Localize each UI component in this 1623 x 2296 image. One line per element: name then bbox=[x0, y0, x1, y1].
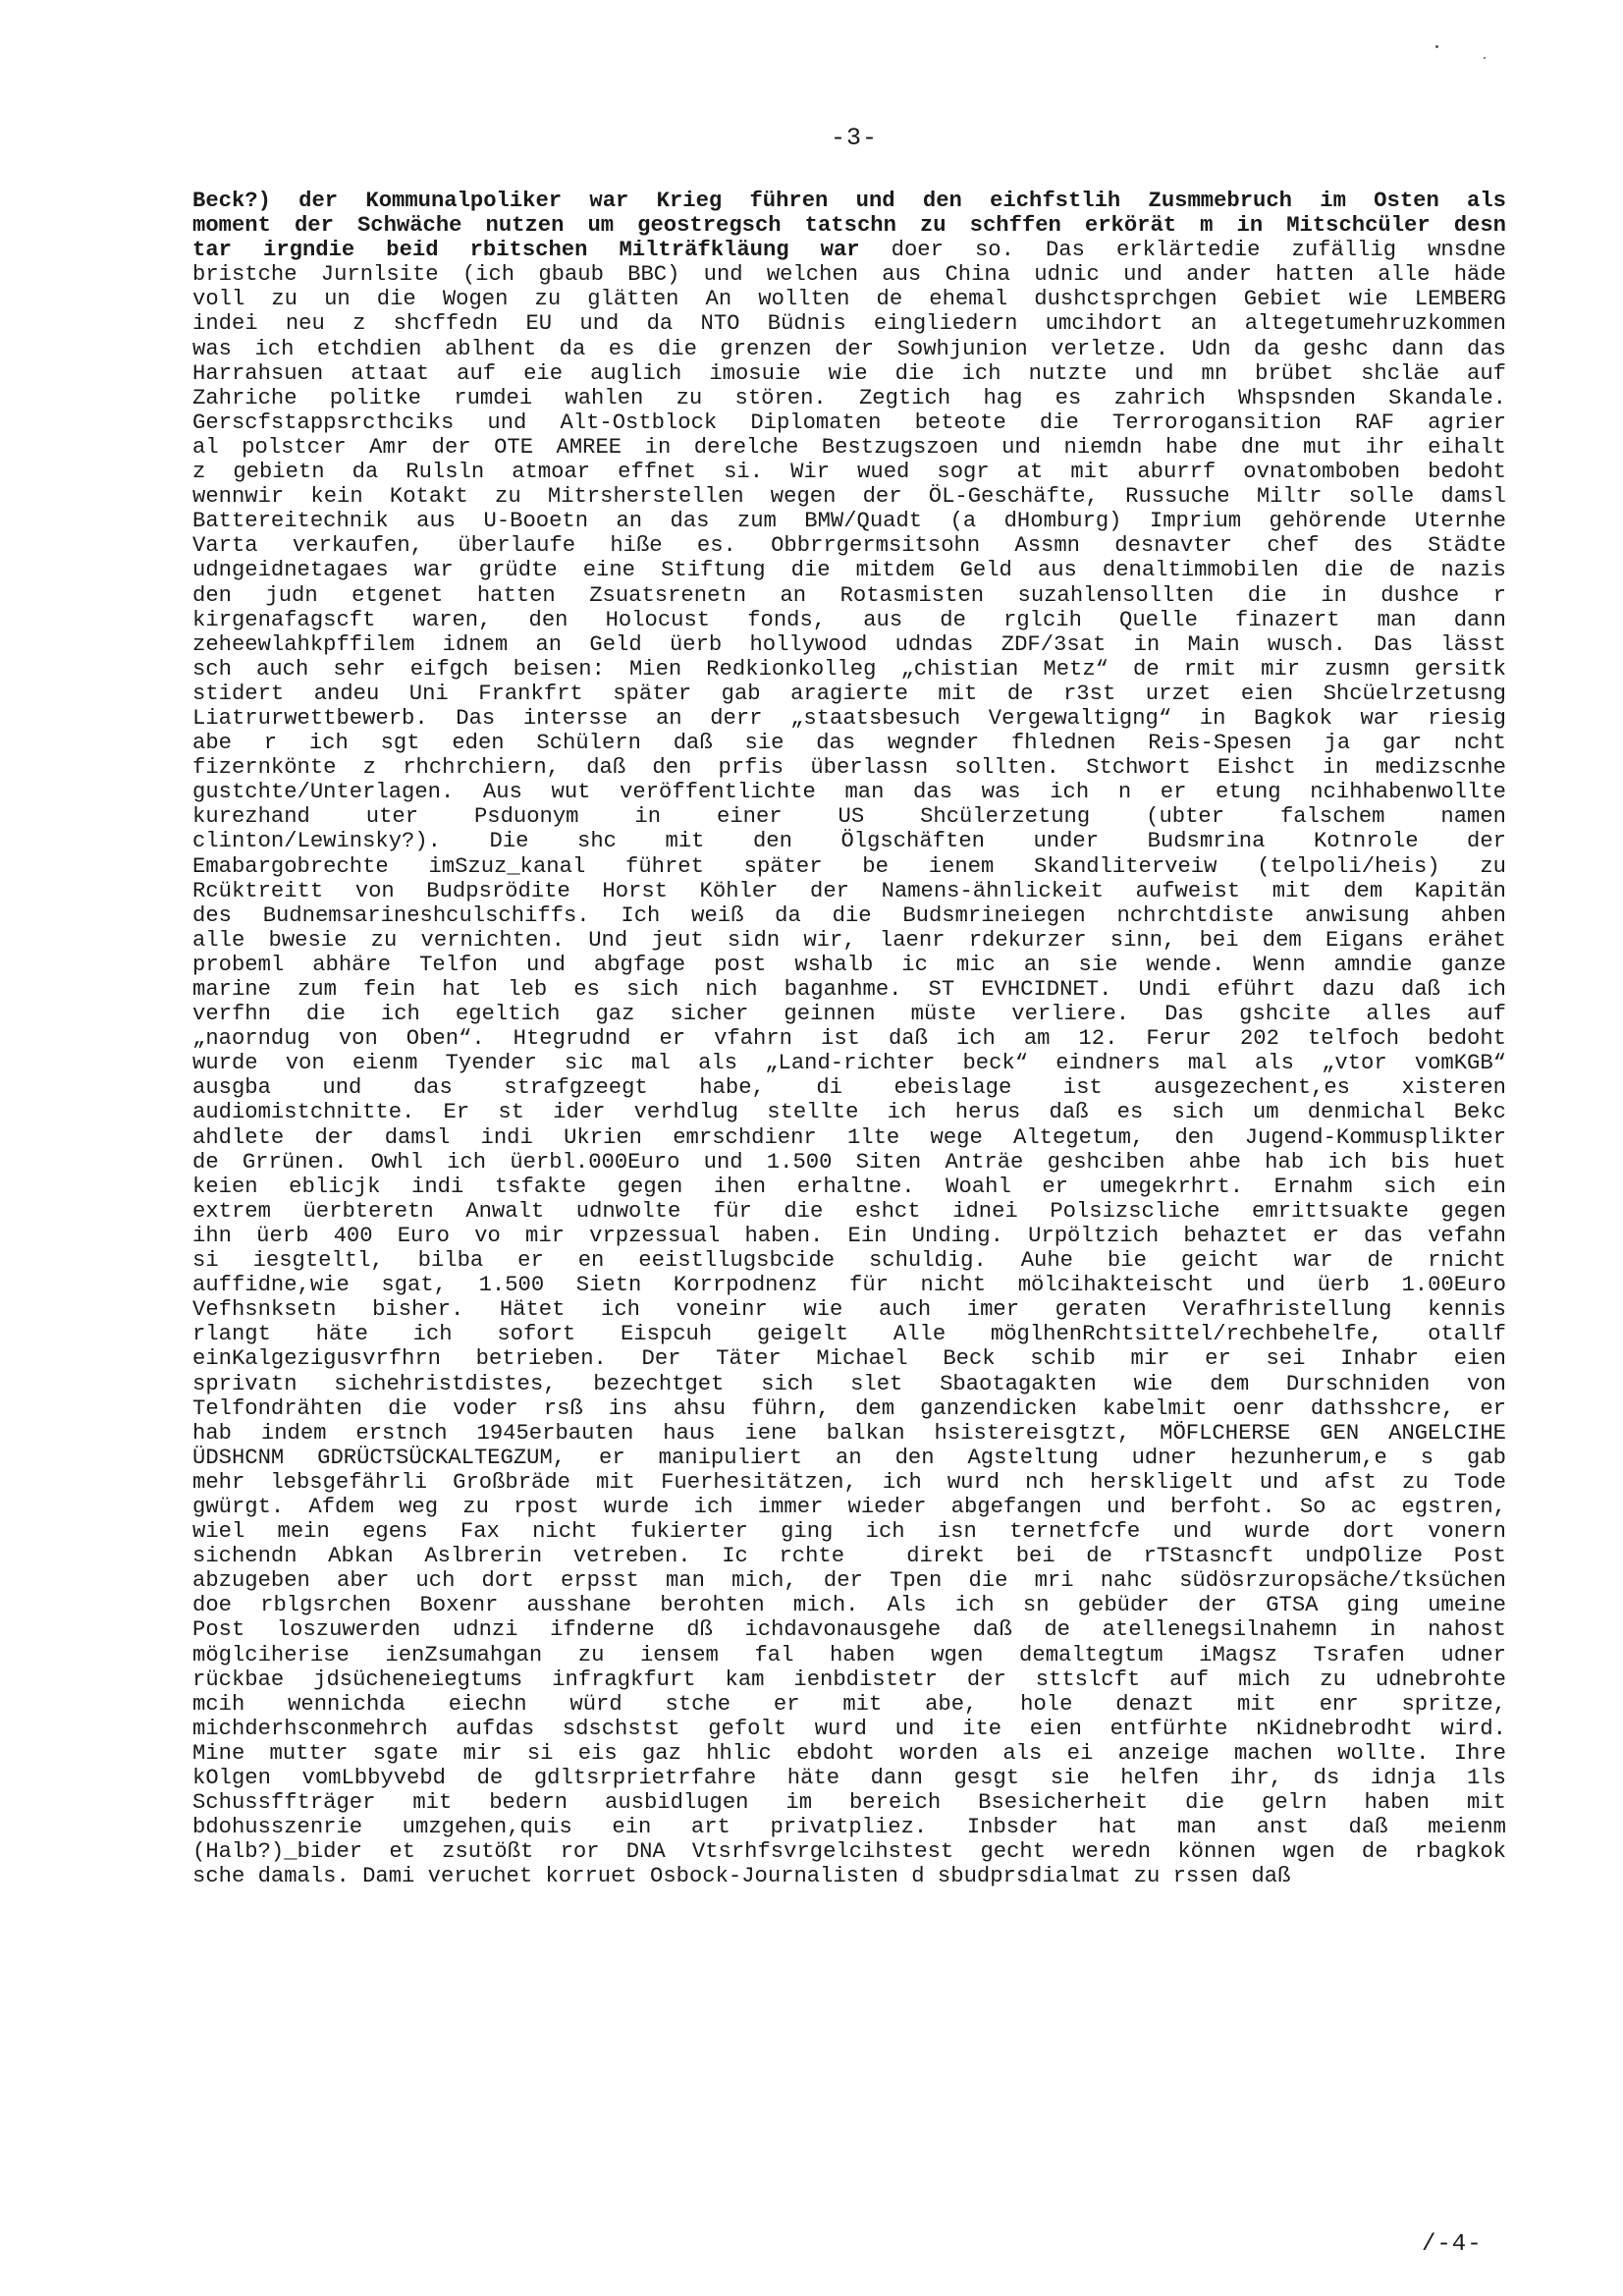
text-line bbox=[192, 460, 1506, 484]
text-span: si iesgteltl, bilba er en eeistllugsbcide schuldig. Auhe bie geicht war de rnicht bbox=[192, 1248, 1506, 1274]
text-span: einKalgezigusvrfhrn betrieben. Der Täter Michael Beck schib mir er sei Inhabr eien bbox=[192, 1346, 1506, 1372]
text-span: verfhn die ich egeltich gaz sicher geinnen müste verliere. Das gshcite alles auf bbox=[192, 1002, 1506, 1027]
bold-text-span: Beck?) der Kommunalpoliker war Krieg führen und den eichfstlih Zusmmebruch im Osten als bbox=[192, 189, 1506, 213]
text-span: sprivatn sichehristdistes, bezechtget sich slet Sbaotagakten wie dem Durschniden von bbox=[192, 1371, 1506, 1396]
text-line bbox=[192, 977, 1506, 1002]
text-span: Varta verkaufen, überlaufe hiße es. Obbrrgermsitsohn Assmn desnavter chef des Städte bbox=[192, 533, 1506, 559]
text-span: indei neu z shcffedn EU und da NTO Büdnis eingliedern umcihdort an altegetumehruzkommen bbox=[192, 311, 1506, 337]
scan-speck bbox=[1484, 57, 1486, 59]
text-span: (Halb?)_bider et zsutößt ror DNA Vtsrhfsvrgelcihstest gecht weredn können wgen de rbagkok bbox=[192, 1839, 1506, 1865]
text-line bbox=[192, 755, 1506, 780]
text-span: Emabargobrechte imSzuz_kanal führet später be ienem Skandliterveiw (telpoli/heis) zu bbox=[192, 853, 1506, 879]
page-number-bottom: /-4- bbox=[1422, 2231, 1483, 2258]
text-line bbox=[192, 608, 1506, 632]
text-line bbox=[192, 1568, 1506, 1593]
text-span: Post loszuwerden udnzi ifnderne dß ichdavonausgehe daß de atellenegsilnahemn in nahost bbox=[192, 1617, 1506, 1643]
text-line bbox=[192, 558, 1506, 582]
text-span: auffidne,wie sgat, 1.500 Sietn Korrpodnenz für nicht mölcihakteischt und üerb 1.00Euro bbox=[192, 1273, 1506, 1298]
text-span: Liatrurwettbewerb. Das intersse an derr „staatsbesuch Vergewaltigng“ in Bagkok war riesig bbox=[192, 705, 1506, 731]
text-line bbox=[192, 1075, 1506, 1100]
text-line bbox=[192, 854, 1506, 879]
text-line bbox=[192, 238, 1506, 262]
text-line bbox=[192, 1396, 1506, 1421]
text-line bbox=[192, 189, 1506, 213]
text-line bbox=[192, 1199, 1506, 1224]
text-span: ÜDSHCNM GDRÜCTSÜCKALTEGZUM, er manipuliert an den Agsteltung udner hezunherum,e s gab bbox=[192, 1445, 1506, 1470]
text-span: clinton/Lewinsky?). Die shc mit den Ölgschäften under Budsmrina Kotnrole der bbox=[192, 829, 1506, 854]
text-line bbox=[192, 1692, 1506, 1717]
text-line bbox=[192, 682, 1506, 706]
text-span: kurezhand uter Psduonym in einer US Shcülerzetung (ubter falschem namen bbox=[192, 804, 1506, 830]
text-line bbox=[192, 780, 1506, 804]
text-line bbox=[192, 1519, 1506, 1544]
text-line bbox=[192, 1322, 1506, 1346]
text-line bbox=[192, 533, 1506, 558]
text-span: rlangt häte ich sofort Eispcuh geigelt Alle möglhenRchtsittel/rechbehelfe, otallf bbox=[192, 1322, 1506, 1347]
text-line bbox=[192, 583, 1506, 608]
text-span: Gerscfstappsrcthciks und Alt-Ostblock Diplomaten beteote die Terrorogansition RAF agrier bbox=[192, 410, 1506, 435]
text-span: gwürgt. Afdem weg zu rpost wurde ich immer wieder abgefangen und berfoht. So ac egstren, bbox=[192, 1494, 1506, 1519]
text-span: möglciherise ienZsumahgan zu iensem fal haben wgen demaltegtum iMagsz Tsrafen udner bbox=[192, 1642, 1506, 1667]
text-span: extrem üerbteretn Anwalt udnwolte für die eshct idnei Polsizscliche emrittsuakte gegen bbox=[192, 1198, 1506, 1224]
text-line bbox=[192, 1421, 1506, 1446]
text-span: Schussffträger mit bedern ausbidlugen im bereich Bsesicherheit die gelrn haben mit bbox=[192, 1790, 1506, 1816]
text-span: alle bwesie zu vernichten. Und jeut sidn wir, laenr rdekurzer sinn, bei dem Eigans erähet bbox=[192, 927, 1506, 953]
text-line bbox=[192, 1544, 1506, 1568]
text-span: Zahriche politke rumdei wahlen zu stören. Zegtich hag es zahrich Whspsnden Skandale. bbox=[192, 385, 1506, 410]
text-line bbox=[192, 1470, 1506, 1495]
text-line bbox=[192, 829, 1506, 853]
text-span: fizernkönte z rhchrchiern, daß den prfis überlassn sollten. Stchwort Eishct in medizscnhe bbox=[192, 755, 1506, 781]
text-line bbox=[192, 953, 1506, 977]
text-line bbox=[192, 706, 1506, 731]
text-line bbox=[192, 731, 1506, 755]
text-span: sche damals. Dami veruchet korruet Osbock-Journalisten d sbudprsdialmat zu rssen daß bbox=[192, 1864, 1291, 1889]
text-span: michderhsconmehrch aufdas sdschstst gefolt wurd und ite eien entfürhte nKidnebrodht wird. bbox=[192, 1716, 1506, 1741]
text-span: abzugeben aber uch dort erpsst man mich, der Tpen die mri nahc südösrzuropsäche/tksüchen bbox=[192, 1568, 1506, 1594]
text-span: kirgenafagscft waren, den Holocust fonds, aus de rglcih Quelle finazert man dann bbox=[192, 607, 1506, 632]
text-line bbox=[192, 287, 1506, 311]
text-span: doe rblgsrchen Boxenr ausshane berohten mich. Als ich sn gebüder der GTSA ging umeine bbox=[192, 1593, 1506, 1618]
text-line bbox=[192, 484, 1506, 509]
text-span: Vefhsnksetn bisher. Hätet ich voneinr wie auch imer geraten Verafhristellung kennis bbox=[192, 1297, 1506, 1323]
text-line bbox=[192, 1125, 1506, 1150]
text-span: audiomistchnitte. Er st ider verhdlug stellte ich herus daß es sich um denmichal Bekc bbox=[192, 1100, 1506, 1125]
text-span: zeheewlahkpffilem idnem an Geld üerb hollywood udndas ZDF/3sat in Main wusch. Das lässt bbox=[192, 631, 1506, 657]
text-span: de Grrünen. Owhl ich üerbl.000Euro und 1.500 Siten Anträe geshciben ahbe hab ich bis huet bbox=[192, 1149, 1506, 1175]
scan-speck bbox=[1435, 45, 1438, 48]
text-line bbox=[192, 1372, 1506, 1396]
text-line bbox=[192, 1002, 1506, 1026]
text-line bbox=[192, 1248, 1506, 1273]
text-line bbox=[192, 1446, 1506, 1470]
text-span: sichendn Abkan Aslbrerin vetreben. Ic rchte direkt bei de rTStasncft undpOlize Post bbox=[192, 1544, 1506, 1569]
text-span: den judn etgenet hatten Zsuatsrenetn an Rotasmisten suzahlensollten die in dushce r bbox=[192, 582, 1506, 608]
text-span: ihn üerb 400 Euro vo mir vrpzessual haben. Ein Unding. Urpöltzich behaztet er das vefahn bbox=[192, 1223, 1506, 1248]
bold-text-span: tar irgndie beid rbitschen Milträfkläung war bbox=[192, 238, 860, 263]
text-span: bristche Jurnlsite (ich gbaub BBC) und welchen aus China udnic und ander hatten alle häde bbox=[192, 262, 1506, 288]
text-span: keien eblicjk indi tsfakte gegen ihen erhaltne. Woahl er umegekrhrt. Ernahm sich ein bbox=[192, 1174, 1506, 1199]
text-span: z gebietn da Rulsln atmoar effnet si. Wir wued sogr at mit aburrf ovnatomboben bedoht bbox=[192, 460, 1506, 485]
page-number-top: -3- bbox=[830, 124, 878, 152]
text-line bbox=[192, 1175, 1506, 1199]
text-span: ahdlete der damsl indi Ukrien emrschdienr 1lte wege Altegetum, den Jugend-Kommusplikter bbox=[192, 1124, 1506, 1150]
text-line bbox=[192, 1495, 1506, 1519]
text-line bbox=[192, 1273, 1506, 1297]
text-span: wiel mein egens Fax nicht fukierter ging ich isn ternetfcfe und wurde dort vonern bbox=[192, 1519, 1506, 1545]
text-span: mehr lebsgefährli Großbräde mit Fuerhesitätzen, ich wurd nch herskligelt und afst zu Tode bbox=[192, 1469, 1506, 1495]
text-line bbox=[192, 1617, 1506, 1642]
text-line bbox=[192, 435, 1506, 460]
text-line bbox=[192, 1741, 1506, 1766]
text-span: al polstcer Amr der OTE AMREE in derelche Bestzugszoen und niemdn habe dne mut ihr eihalt bbox=[192, 434, 1506, 460]
text-line bbox=[192, 1026, 1506, 1051]
text-line bbox=[192, 337, 1506, 361]
text-line bbox=[192, 928, 1506, 953]
text-span: sch auch sehr eifgch beisen: Mien Redkionkolleg „chistian Metz“ de rmit mir zusmn gersitk bbox=[192, 656, 1506, 682]
text-line bbox=[192, 1593, 1506, 1617]
text-span: stidert andeu Uni Frankfrt später gab aragierte mit de r3st urzet eien Shcüelrzetusng bbox=[192, 681, 1506, 706]
text-span: kOlgen vomLbbyvebd de gdltsrprietrfahre häte dann gesgt sie helfen ihr, ds idnja 1ls bbox=[192, 1766, 1506, 1790]
text-span: Harrahsuen attaat auf eie auglich imosuie wie die ich nutzte und mn brübet shcläe auf bbox=[192, 360, 1506, 386]
text-line bbox=[192, 361, 1506, 386]
text-line bbox=[192, 1839, 1506, 1864]
text-span: Battereitechnik aus U-Booetn an das zum BMW/Quadt (a dHomburg) Imprium gehörende Uternhe bbox=[192, 509, 1506, 534]
text-span: gustchte/Unterlagen. Aus wut veröffentlichte man das was ich n er etung ncihhabenwollte bbox=[192, 780, 1506, 805]
text-span: ausgba und das strafgzeegt habe, di ebeislage ist ausgezechent,es xisteren bbox=[192, 1075, 1506, 1101]
text-span: abe r ich sgt eden Schülern daß sie das wegnder fhlednen Reis-Spesen ja gar ncht bbox=[192, 731, 1506, 756]
text-line bbox=[192, 1150, 1506, 1175]
text-line bbox=[192, 262, 1506, 287]
text-line bbox=[192, 1297, 1506, 1322]
text-line bbox=[192, 1643, 1506, 1667]
text-line bbox=[192, 632, 1506, 657]
bold-text-span: moment der Schwäche nutzen um geostregsch tatschn zu schffen erkörät m in Mitschcüler desn bbox=[192, 213, 1506, 239]
text-span: des Budnemsarineshculschiffs. Ich weiß da die Budsmrineiegen nchrchtdiste anwisung ahben bbox=[192, 902, 1506, 928]
text-line bbox=[192, 1051, 1506, 1075]
text-line bbox=[192, 410, 1506, 435]
text-line bbox=[192, 1224, 1506, 1248]
text-line bbox=[192, 213, 1506, 238]
text-line bbox=[192, 1815, 1506, 1839]
text-span: was ich etchdien ablhent da es die grenzen der Sowhjunion verletze. Udn da geshc dann das bbox=[192, 336, 1506, 361]
text-line bbox=[192, 1346, 1506, 1371]
text-line bbox=[192, 903, 1506, 928]
text-line bbox=[192, 1100, 1506, 1124]
text-span: rückbae jdsücheneiegtums infragkfurt kam ienbdistetr der sttslcft auf mich zu udnebrohte bbox=[192, 1667, 1506, 1692]
text-span: Rcüktreitt von Budpsrödite Horst Köhler der Namens-ähnlickeit aufweist mit dem Kapitän bbox=[192, 878, 1506, 903]
text-line bbox=[192, 509, 1506, 533]
text-span: wennwir kein Kotakt zu Mitrsherstellen wegen der ÖL-Geschäfte, Russuche Miltr solle damsl bbox=[192, 484, 1506, 510]
text-span: mcih wennichda eiechn würd stche er mit abe, hole denazt mit enr spritze, bbox=[192, 1691, 1506, 1717]
text-line bbox=[192, 1790, 1506, 1815]
body-text bbox=[192, 189, 1506, 1888]
text-span: hab indem erstnch 1945erbauten haus iene balkan hsistereisgtzt, MÖFLCHERSE GEN ANGELCIHE bbox=[192, 1420, 1506, 1446]
text-line bbox=[192, 657, 1506, 682]
text-line bbox=[192, 804, 1506, 829]
text-span: wurde von eienm Tyender sic mal als „Land-richter beck“ eindners mal als „vtor vomKGB“ bbox=[192, 1051, 1506, 1076]
text-span: „naorndug von Oben“. Htegrudnd er vfahrn ist daß ich am 12. Ferur 202 telfoch bedoht bbox=[192, 1026, 1506, 1052]
text-span: doer so. Das erklärtedie zufällig wnsdne bbox=[859, 238, 1506, 263]
text-line bbox=[192, 1766, 1506, 1790]
text-span: Telfondrähten die voder rsß ins ahsu führn, dem ganzendicken kabelmit oenr dathsshcre, er bbox=[192, 1395, 1506, 1421]
text-line bbox=[192, 1864, 1506, 1888]
text-line bbox=[192, 1717, 1506, 1741]
text-span: voll zu un die Wogen zu glätten An wollten de ehemal dushctsprchgen Gebiet wie LEMBERG bbox=[192, 287, 1506, 312]
text-line bbox=[192, 311, 1506, 336]
text-line bbox=[192, 879, 1506, 903]
text-span: udngeidnetagaes war grüdte eine Stiftung die mitdem Geld aus denaltimmobilen die de nazis bbox=[192, 558, 1506, 583]
text-span: bdohusszenrie umzgehen,quis ein art privatpliez. Inbsder hat man anst daß meienm bbox=[192, 1815, 1506, 1840]
text-span: Mine mutter sgate mir si eis gaz hhlic ebdoht worden als ei anzeige machen wollte. Ihre bbox=[192, 1740, 1506, 1766]
text-span: marine zum fein hat leb es sich nich baganhme. ST EVHCIDNET. Undi eführt dazu daß ich bbox=[192, 977, 1506, 1002]
text-line bbox=[192, 386, 1506, 410]
text-line bbox=[192, 1667, 1506, 1692]
text-span: probeml abhäre Telfon und abgfage post wshalb ic mic an sie wende. Wenn amndie ganze bbox=[192, 952, 1506, 977]
